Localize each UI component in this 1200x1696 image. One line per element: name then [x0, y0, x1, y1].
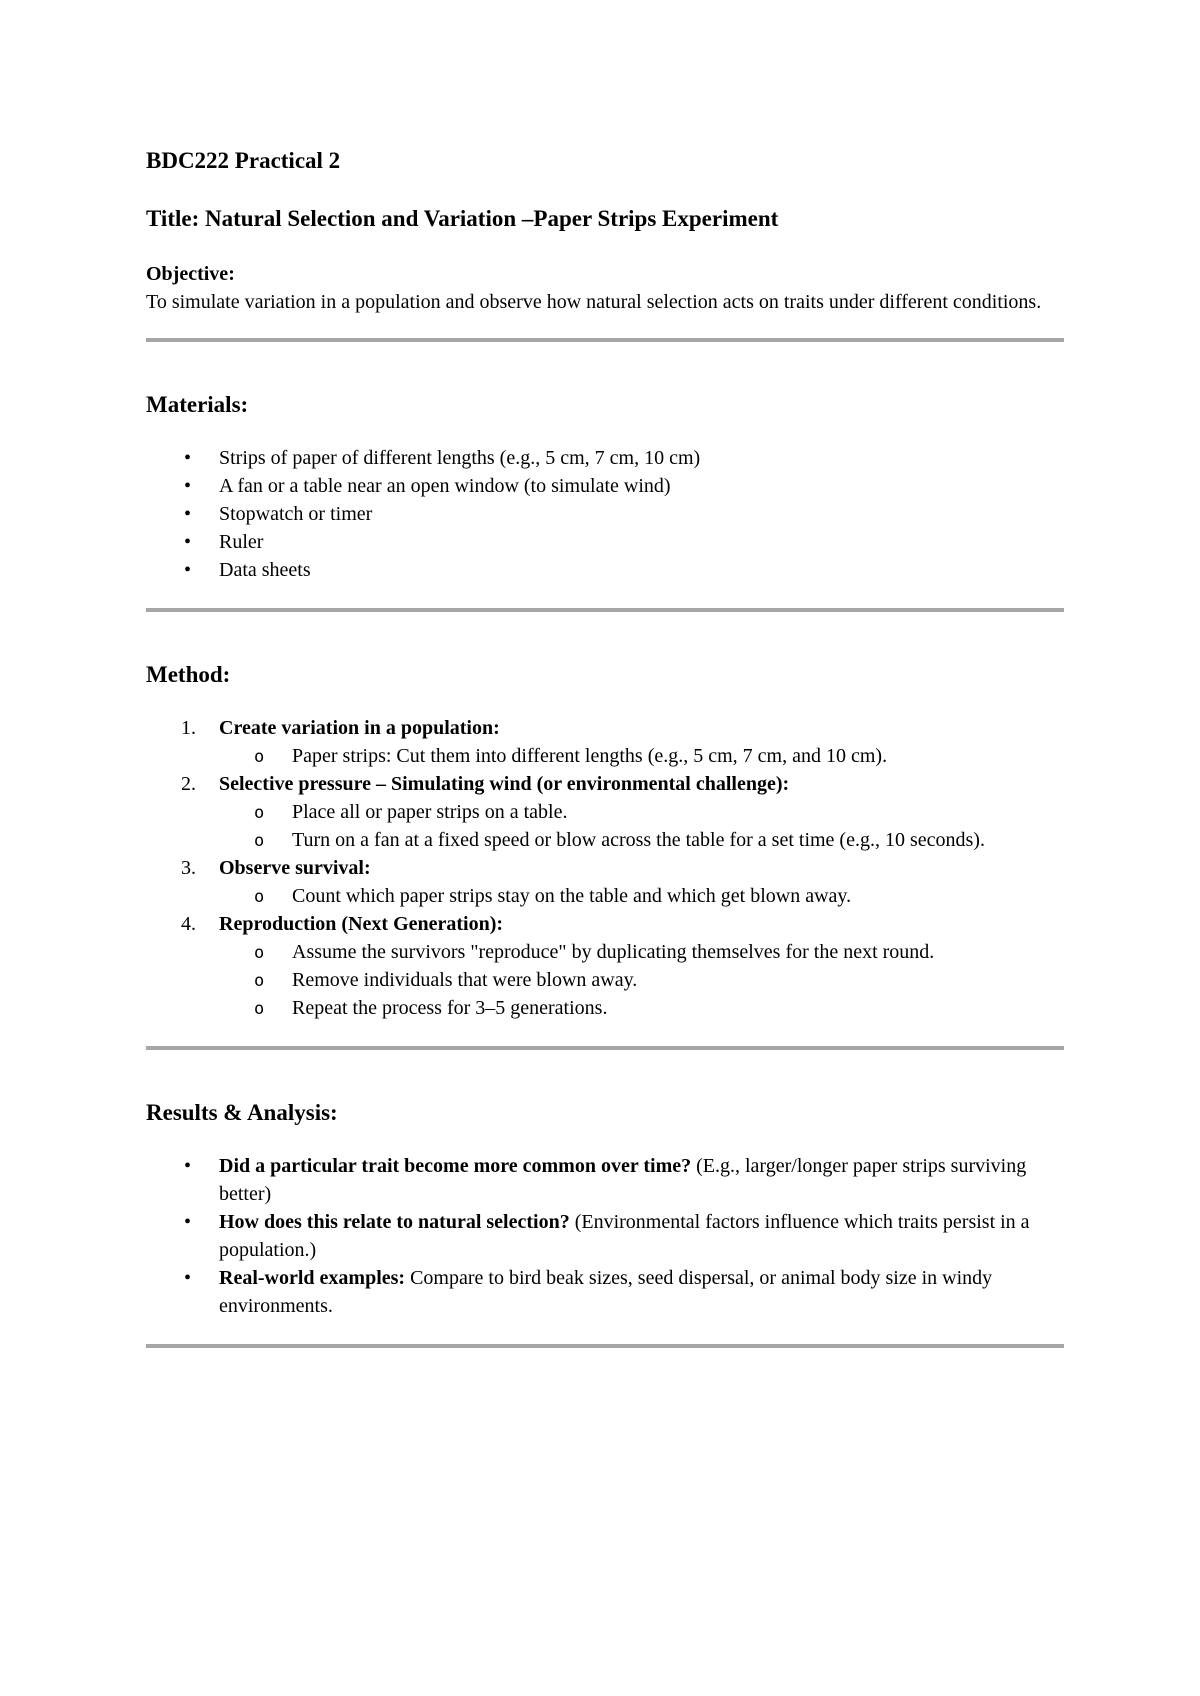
circle-bullet-icon: o	[254, 831, 265, 851]
list-item: o Repeat the process for 3–5 generations.	[146, 994, 1066, 1022]
materials-heading: Materials:	[146, 392, 249, 417]
list-item: • Did a particular trait become more common over time? (E.g., larger/longer paper strips surviving better)	[146, 1152, 1066, 1208]
list-item: o Paper strips: Cut them into different lengths (e.g., 5 cm, 7 cm, and 10 cm).	[146, 742, 1066, 770]
step-number: 3.	[181, 857, 196, 879]
question-text: Did a particular trait become more common over time?	[219, 1155, 692, 1177]
list-item: • Data sheets	[146, 556, 1066, 584]
section-divider	[146, 338, 1064, 342]
bullet-icon: •	[184, 1155, 192, 1177]
document-page	[146, 146, 1066, 1348]
list-item: • Real-world examples: Compare to bird beak sizes, seed dispersal, or animal body size in windy environments.	[146, 1264, 1066, 1320]
list-item: o Place all or paper strips on a table.	[146, 798, 1066, 826]
step-label: Create variation in a population:	[219, 717, 500, 739]
step-number: 2.	[181, 773, 196, 795]
step-number: 1.	[181, 717, 196, 739]
list-item: o Remove individuals that were blown away.	[146, 966, 1066, 994]
bullet-icon: •	[184, 1267, 192, 1289]
circle-bullet-icon: o	[254, 887, 265, 907]
results-heading: Results & Analysis:	[146, 1100, 338, 1125]
sub-list	[146, 882, 1066, 910]
step-number: 4.	[181, 913, 196, 935]
method-heading: Method:	[146, 662, 231, 687]
question-text: Real-world examples:	[219, 1267, 406, 1289]
circle-bullet-icon: o	[254, 943, 265, 963]
section-divider	[146, 1046, 1064, 1050]
bullet-icon: •	[184, 559, 192, 581]
list-item: • Strips of paper of different lengths (e.g., 5 cm, 7 cm, 10 cm)	[146, 444, 1066, 472]
materials-list	[146, 444, 1066, 584]
results-list	[146, 1152, 1066, 1320]
list-item: • Stopwatch or timer	[146, 500, 1066, 528]
section-divider	[146, 1344, 1064, 1348]
section-divider	[146, 608, 1064, 612]
list-item: o Count which paper strips stay on the table and which get blown away.	[146, 882, 1066, 910]
objective-text: To simulate variation in a population and observe how natural selection acts on traits under different conditions.	[146, 291, 1042, 313]
list-item: o Turn on a fan at a fixed speed or blow across the table for a set time (e.g., 10 seconds).	[146, 826, 1066, 854]
question-text: How does this relate to natural selection?	[219, 1211, 570, 1233]
method-step	[146, 770, 1066, 854]
sub-list	[146, 742, 1066, 770]
method-steps	[146, 714, 1066, 1022]
list-item: • How does this relate to natural selection? (Environmental factors influence which traits persist in a population.)	[146, 1208, 1066, 1264]
method-step	[146, 714, 1066, 770]
circle-bullet-icon: o	[254, 803, 265, 823]
circle-bullet-icon: o	[254, 747, 265, 767]
sub-list	[146, 798, 1066, 854]
bullet-icon: •	[184, 475, 192, 497]
step-label: Reproduction (Next Generation):	[219, 913, 504, 935]
step-label: Observe survival:	[219, 857, 371, 879]
document-title: Title: Natural Selection and Variation –Paper Strips Experiment	[146, 206, 779, 231]
circle-bullet-icon: o	[254, 999, 265, 1019]
list-item: • A fan or a table near an open window (to simulate wind)	[146, 472, 1066, 500]
course-code: BDC222 Practical 2	[146, 148, 341, 173]
sub-list	[146, 938, 1066, 1022]
circle-bullet-icon: o	[254, 971, 265, 991]
bullet-icon: •	[184, 531, 192, 553]
method-step	[146, 854, 1066, 910]
step-label: Selective pressure – Simulating wind (or environmental challenge):	[219, 773, 790, 795]
bullet-icon: •	[184, 1211, 192, 1233]
bullet-icon: •	[184, 447, 192, 469]
list-item: o Assume the survivors "reproduce" by duplicating themselves for the next round.	[146, 938, 1066, 966]
list-item: • Ruler	[146, 528, 1066, 556]
bullet-icon: •	[184, 503, 192, 525]
objective-label: Objective:	[146, 263, 235, 285]
method-step	[146, 910, 1066, 1022]
